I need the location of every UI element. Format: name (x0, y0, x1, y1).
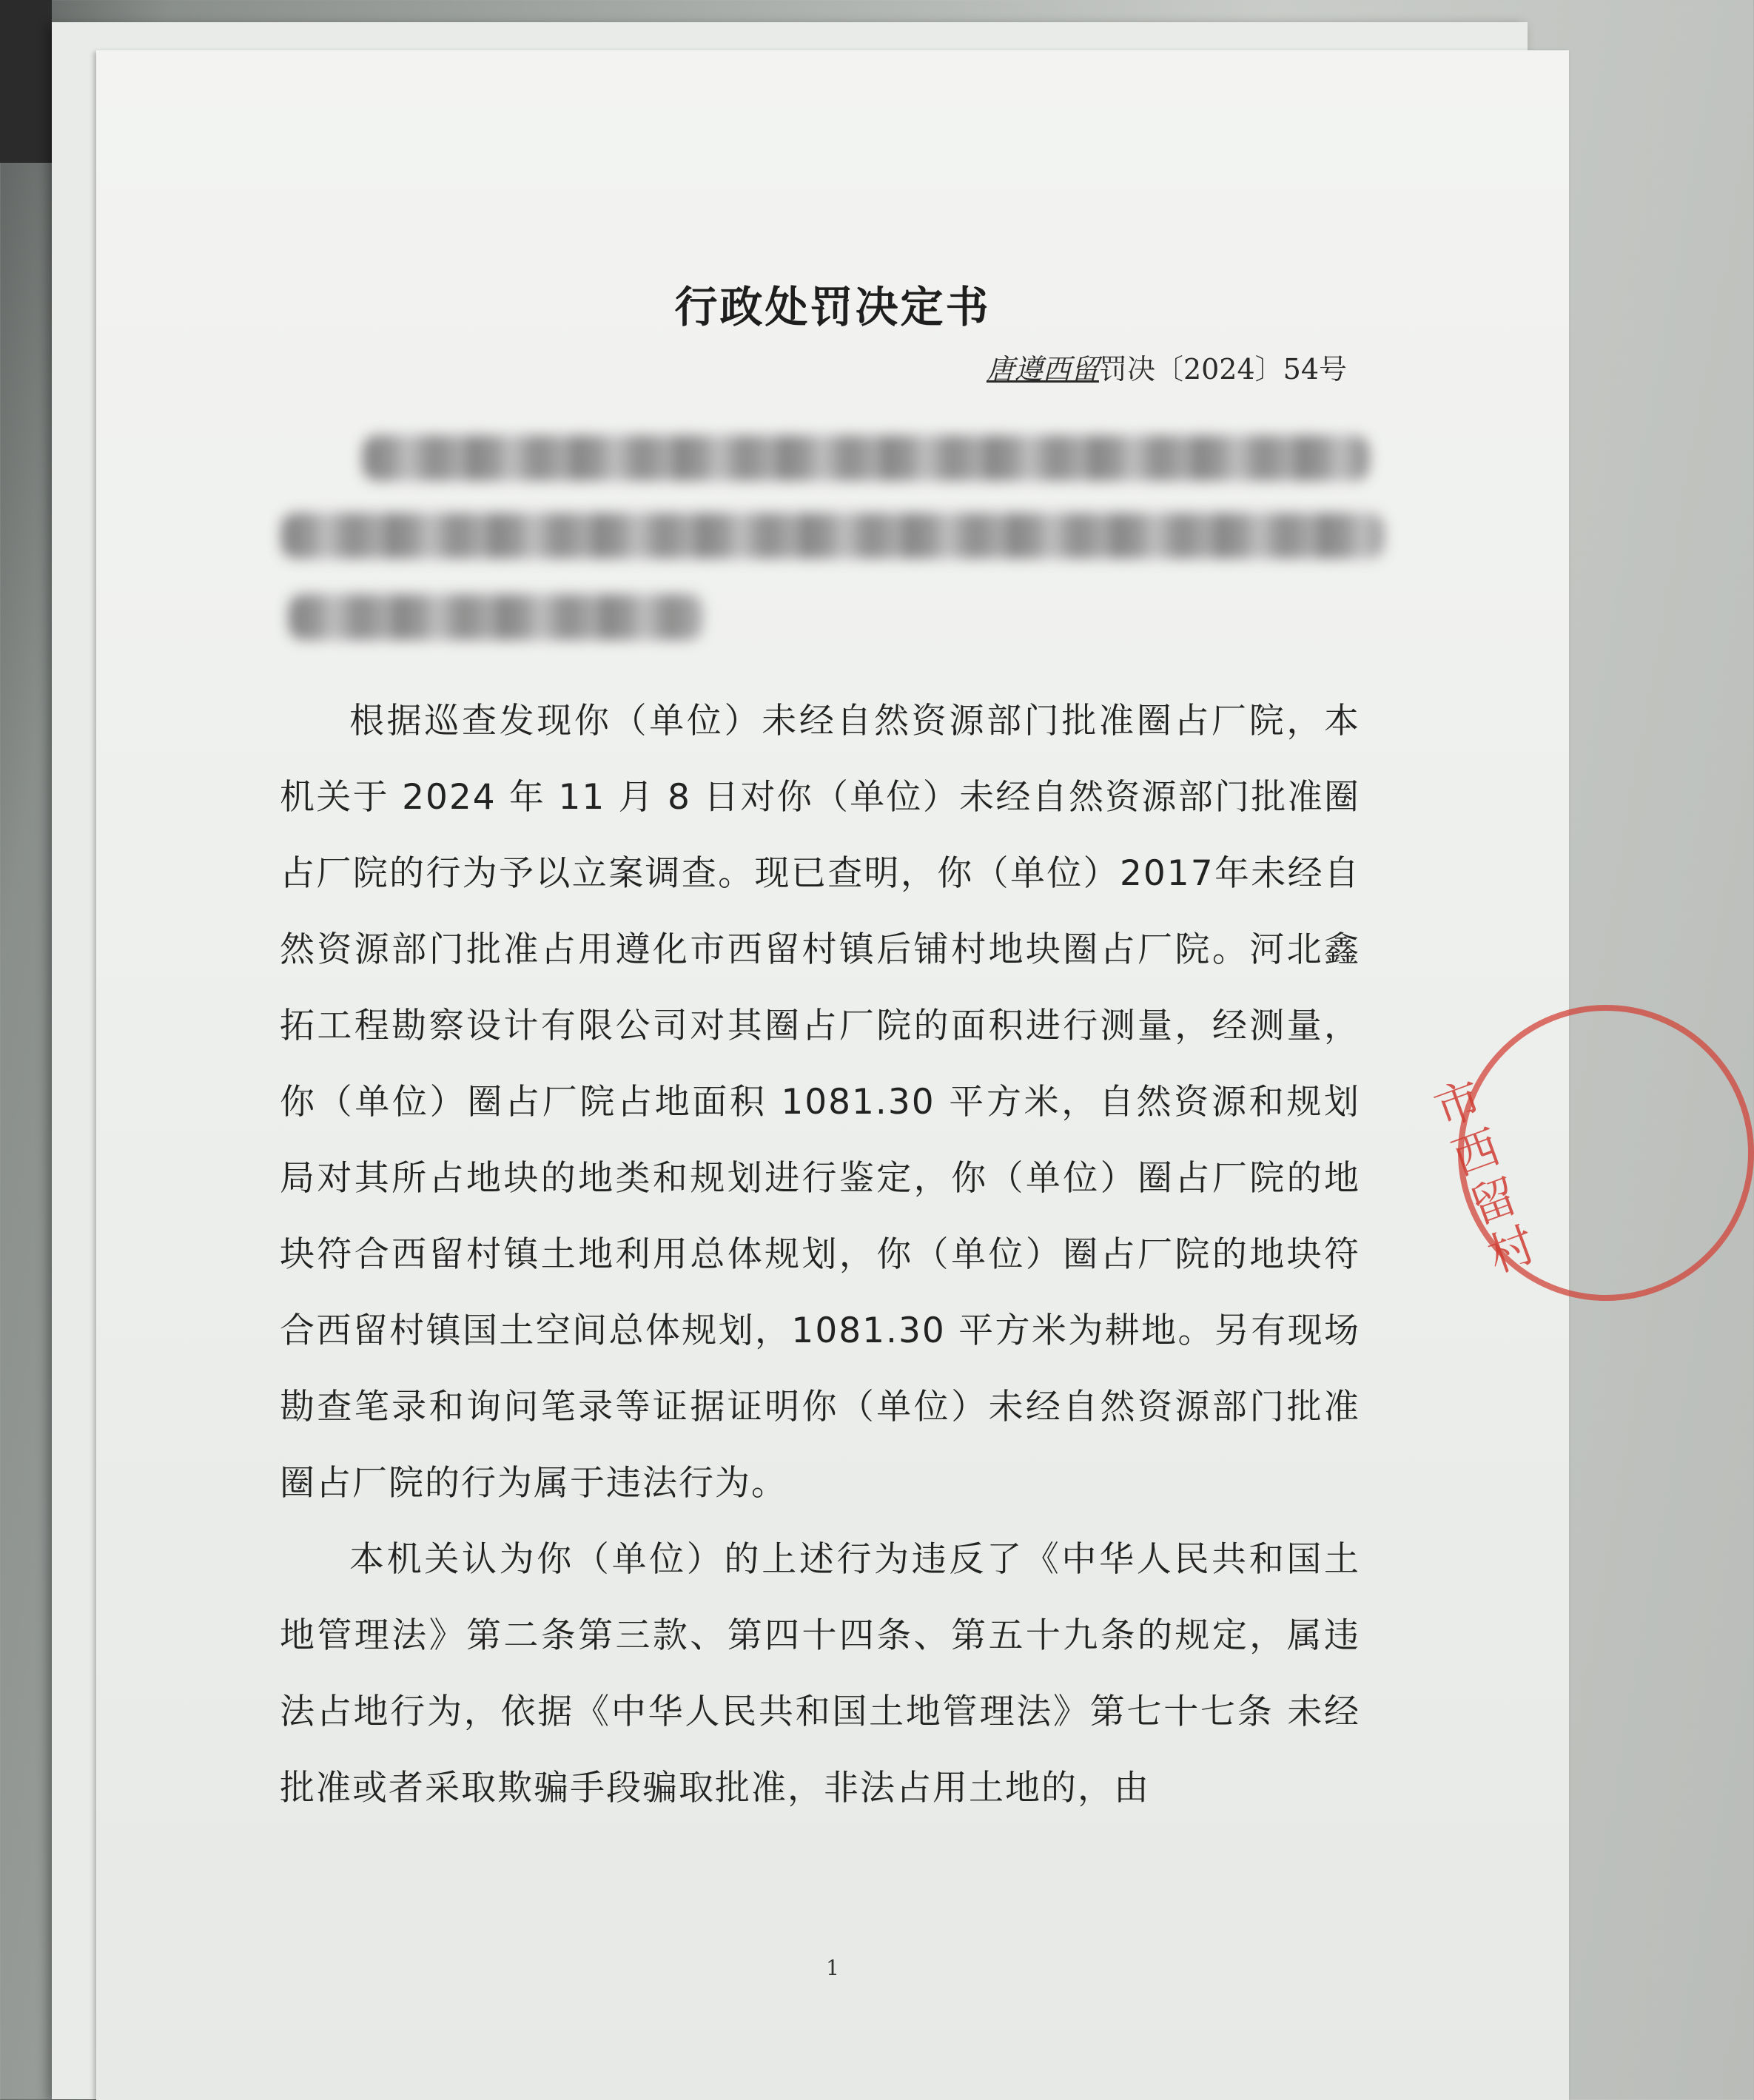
document-title: 行政处罚决定书 (674, 282, 991, 332)
paper-stack (52, 22, 1542, 2099)
redacted-line-2 (281, 513, 1384, 559)
document-page (96, 50, 1569, 2100)
body-paragraph-2: 本机关认为你（单位）的上述行为违反了《中华人民共和国土地管理法》第二条第三款、第四十四条、第五十九条的规定，属违法占地行为，依据《中华人民共和国土地管理法》第七十七条 未经批准或者采取欺骗手段骗取批准，非法占用土地的，由 (280, 1539, 1360, 1808)
official-seal-text: 市西留村 (1427, 1071, 1542, 1284)
document-body (280, 683, 1360, 1826)
document-number-prefix: 唐遵西留 (986, 353, 1099, 386)
body-paragraph-1: 根据巡查发现你（单位）未经自然资源部门批准圈占厂院，本机关于 2024 年 11 月 8 日对你（单位）未经自然资源部门批准圈占厂院的行为予以立案调查。现已查明，你（单位）2017年未经自然资源部门批准占用遵化市西留村镇后铺村地块圈占厂院。河北鑫拓工程勘察设计有限公司对其圈占厂院的面积进行测量，经测量，你（单位）圈占厂院占地面积 1081.30 平方米，自然资源和规划局对其所占地块的地类和规划进行鉴定，你（单位）圈占厂院的地块符合西留村镇土地利用总体规划，你（单位）圈占厂院的地块符合西留村镇国土空间总体规划，1081.30 平方米为耕地。另有现场勘查笔录和询问笔录等证据证明你（单位）未经自然资源部门批准圈占厂院的行为属于违法行为。 (280, 701, 1360, 1504)
document-number (987, 346, 1347, 387)
redacted-line-1 (363, 435, 1369, 481)
page-number: 1 (826, 1956, 839, 1980)
document-number-suffix: 罚决〔2024〕54号 (1098, 353, 1347, 386)
redacted-line-3 (289, 594, 703, 640)
desk-background (0, 0, 52, 163)
